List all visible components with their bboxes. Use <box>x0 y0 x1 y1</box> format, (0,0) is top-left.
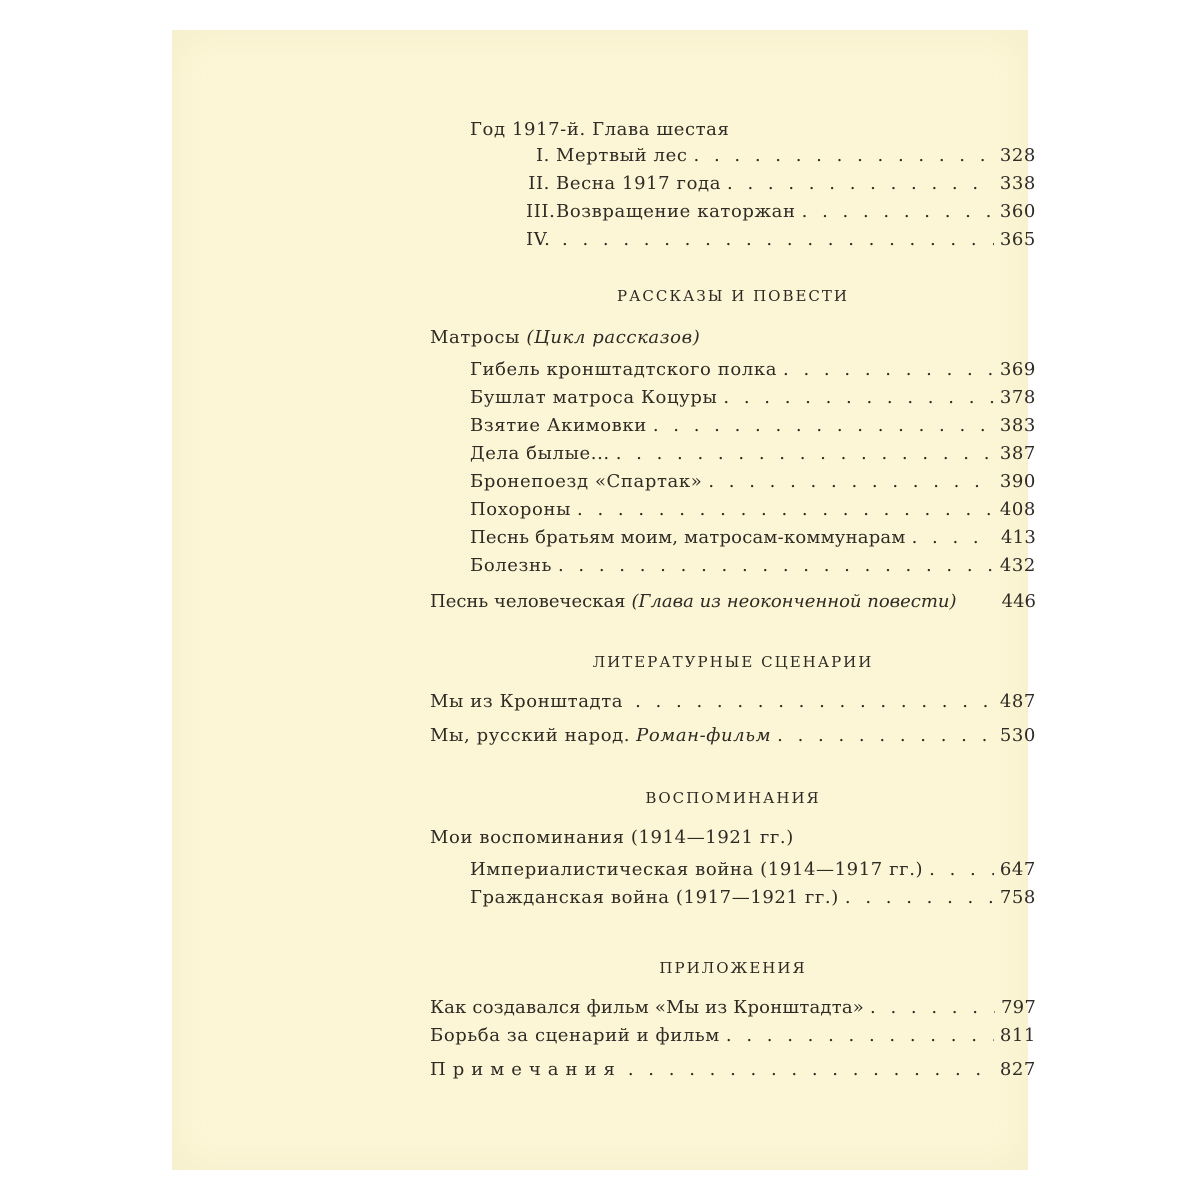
entry-page: 408 <box>999 499 1036 520</box>
entry-page: 446 <box>1001 591 1036 612</box>
section-heading-stories: РАССКАЗЫ И ПОВЕСТИ <box>616 287 849 305</box>
toc-entry <box>470 468 1036 496</box>
leader-dots <box>562 226 994 254</box>
toc-entry <box>526 198 1036 226</box>
entry-label: Взятие Акимовки <box>470 415 647 436</box>
entry-page: 797 <box>1001 997 1036 1018</box>
entry-page: 360 <box>999 201 1036 222</box>
entry-label: Похороны <box>470 499 572 520</box>
toc-entry <box>470 856 1036 884</box>
entry-label: Борьба за сценарий и фильм <box>430 1025 720 1046</box>
leader-dots <box>616 440 994 468</box>
entry-label: Бушлат матроса Коцуры <box>470 387 718 408</box>
section-title-god-1917: Год 1917-й. Глава шестая <box>470 119 730 140</box>
toc-entry <box>470 356 1036 384</box>
entry-page: 647 <box>999 859 1036 880</box>
section-heading-appendix: ПРИЛОЖЕНИЯ <box>659 959 807 977</box>
entry-page: 413 <box>1001 527 1036 548</box>
entry-page: 365 <box>999 229 1036 250</box>
entry-note: Роман-фильм <box>636 725 772 746</box>
entry-label: Возвращение каторжан <box>556 201 796 222</box>
group-title-matrosy <box>430 324 1036 352</box>
section-heading-memoirs: ВОСПОМИНАНИЯ <box>645 789 821 807</box>
entry-label: Дела былые... <box>470 443 610 464</box>
toc-entry <box>470 496 1036 524</box>
section-heading-scripts: ЛИТЕРАТУРНЫЕ СЦЕНАРИИ <box>592 653 874 671</box>
entry-label: Мертвый лес <box>556 145 688 166</box>
toc-entry <box>430 722 1036 750</box>
entry-label: Примечания <box>430 1059 622 1080</box>
group-note: (Цикл рассказов) <box>526 327 701 348</box>
entry-number: III. <box>526 201 556 222</box>
entry-label: Бронепоезд «Спартак» <box>470 471 703 492</box>
leader-dots <box>912 524 995 552</box>
group-title: Матросы <box>430 327 521 348</box>
leader-dots <box>558 552 994 580</box>
toc-entry <box>526 226 1036 254</box>
toc-entry <box>430 994 1036 1022</box>
entry-page: 369 <box>999 359 1036 380</box>
leader-dots <box>802 198 994 226</box>
toc-entry <box>470 884 1036 912</box>
entry-label: Болезнь <box>470 555 552 576</box>
leader-dots <box>577 496 994 524</box>
entry-label: Как создавался фильм «Мы из Кронштадта» <box>430 997 865 1018</box>
entry-label: Гражданская война (1917—1921 гг.) <box>470 887 839 908</box>
entry-label: Мы, русский народ. <box>430 725 631 746</box>
leader-dots <box>723 384 993 412</box>
toc-entry <box>470 552 1036 580</box>
entry-page: 530 <box>999 725 1036 746</box>
leader-dots <box>929 856 994 884</box>
entry-label: Песнь братьям моим, матросам-коммунарам <box>470 527 906 548</box>
entry-label: Мы из Кронштадта <box>430 691 624 712</box>
leader-dots <box>694 142 994 170</box>
entry-page: 432 <box>999 555 1036 576</box>
entry-page: 383 <box>999 415 1036 436</box>
entry-page: 487 <box>999 691 1036 712</box>
entry-number: I. <box>535 145 550 166</box>
toc-entry <box>526 170 1036 198</box>
leader-dots <box>777 722 994 750</box>
group-title-memoirs: Мои воспоминания (1914—1921 гг.) <box>430 827 794 848</box>
entry-note: (Глава из неоконченной повести) <box>631 591 957 612</box>
toc-entry <box>470 384 1036 412</box>
book-page <box>172 30 1036 1170</box>
leader-dots <box>870 994 995 1022</box>
leader-dots <box>845 884 994 912</box>
toc-entry <box>526 142 1036 170</box>
entry-number: II. <box>528 173 550 194</box>
entry-page: 378 <box>999 387 1036 408</box>
entry-page: 387 <box>999 443 1036 464</box>
toc-entry <box>470 524 1036 552</box>
toc-entry <box>470 440 1036 468</box>
toc-entry <box>430 688 1036 716</box>
entry-page: 827 <box>999 1059 1036 1080</box>
entry-page: 811 <box>999 1025 1036 1046</box>
entry-label: Весна 1917 года <box>556 173 722 194</box>
leader-dots <box>783 356 994 384</box>
entry-page: 390 <box>999 471 1036 492</box>
leader-dots <box>653 412 994 440</box>
toc-entry-song <box>430 588 1036 616</box>
entry-page: 328 <box>999 145 1036 166</box>
entry-label: Империалистическая война (1914—1917 гг.) <box>470 859 924 880</box>
entry-label: Гибель кронштадтского полка <box>470 359 778 380</box>
toc-entry <box>430 1056 1036 1084</box>
toc-entry <box>430 1022 1036 1050</box>
entry-number: IV. <box>526 229 551 250</box>
entry-page: 338 <box>999 173 1036 194</box>
leader-dots <box>635 688 994 716</box>
leader-dots <box>628 1056 994 1084</box>
entry-page: 758 <box>999 887 1036 908</box>
leader-dots <box>727 170 994 198</box>
leader-dots <box>726 1022 994 1050</box>
toc-entry <box>470 412 1036 440</box>
entry-label: Песнь человеческая <box>430 591 626 612</box>
leader-dots <box>708 468 993 496</box>
